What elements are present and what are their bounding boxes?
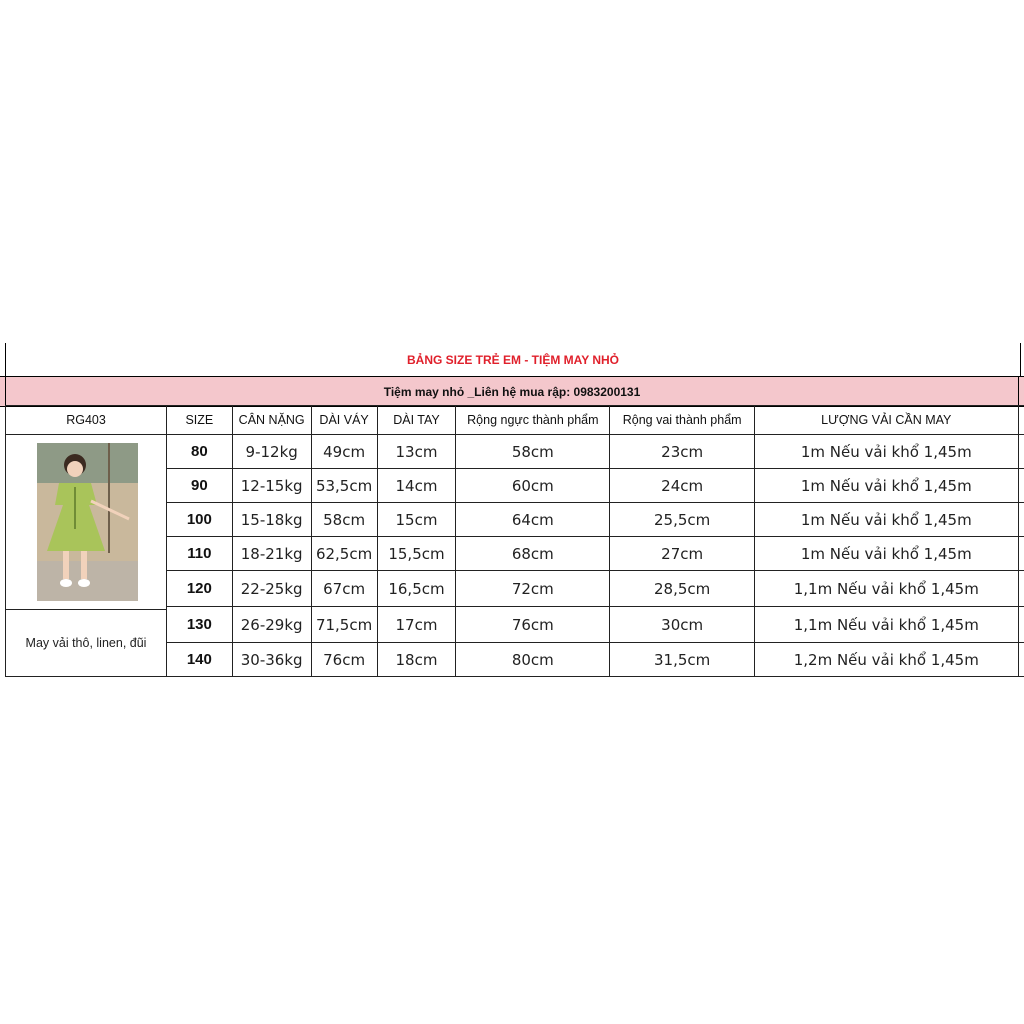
header-size: SIZE <box>167 406 233 435</box>
overflow-cell <box>1018 469 1024 503</box>
contact-banner <box>0 376 1024 407</box>
weight-cell: 30-36kg <box>232 643 311 677</box>
dress-length-cell: 53,5cm <box>311 469 377 503</box>
sleeve-length-cell: 17cm <box>377 607 456 643</box>
fabric-cell: 1m Nếu vải khổ 1,45m <box>755 435 1018 469</box>
size-cell: 100 <box>167 503 233 537</box>
sleeve-length-cell: 16,5cm <box>377 571 456 607</box>
chart-title: BẢNG SIZE TRẺ EM - TIỆM MAY NHỎ <box>406 353 619 367</box>
fabric-cell: 1,1m Nếu vải khổ 1,45m <box>755 571 1018 607</box>
header-dress-length: DÀI VÁY <box>311 406 377 435</box>
chart-title-row <box>5 343 1021 377</box>
header-fabric: LƯỢNG VẢI CẦN MAY <box>755 406 1018 435</box>
product-photo <box>37 443 138 601</box>
contact-text: Tiệm may nhỏ _Liên hệ mua rập: 0983200131 <box>383 384 641 399</box>
shoulder-cell: 27cm <box>610 537 755 571</box>
size-cell: 80 <box>167 435 233 469</box>
sleeve-length-cell: 14cm <box>377 469 456 503</box>
shoulder-cell: 24cm <box>610 469 755 503</box>
chest-cell: 64cm <box>456 503 610 537</box>
shoulder-cell: 25,5cm <box>610 503 755 537</box>
dress-length-cell: 62,5cm <box>311 537 377 571</box>
size-cell: 120 <box>167 571 233 607</box>
header-overflow-cell <box>1018 406 1024 435</box>
overflow-cell <box>1018 435 1024 469</box>
chest-cell: 68cm <box>456 537 610 571</box>
sleeve-length-cell: 15cm <box>377 503 456 537</box>
chest-cell: 60cm <box>456 469 610 503</box>
size-cell: 140 <box>167 643 233 677</box>
header-row <box>6 406 1024 435</box>
dress-length-cell: 58cm <box>311 503 377 537</box>
chest-cell: 58cm <box>456 435 610 469</box>
overflow-cell <box>1018 537 1024 571</box>
weight-cell: 12-15kg <box>232 469 311 503</box>
dress-length-cell: 49cm <box>311 435 377 469</box>
sleeve-length-cell: 15,5cm <box>377 537 456 571</box>
chest-cell: 72cm <box>456 571 610 607</box>
size-cell: 130 <box>167 607 233 643</box>
size-cell: 110 <box>167 537 233 571</box>
size-cell: 90 <box>167 469 233 503</box>
header-chest: Rộng ngực thành phẩm <box>456 406 610 435</box>
overflow-cell <box>1018 503 1024 537</box>
fabric-cell: 1,2m Nếu vải khổ 1,45m <box>755 643 1018 677</box>
header-shoulder: Rộng vai thành phẩm <box>610 406 755 435</box>
header-sleeve-length: DÀI TAY <box>377 406 456 435</box>
weight-cell: 9-12kg <box>232 435 311 469</box>
overflow-cell <box>1018 643 1024 677</box>
shoulder-cell: 23cm <box>610 435 755 469</box>
overflow-cell <box>1018 607 1024 643</box>
sleeve-length-cell: 18cm <box>377 643 456 677</box>
size-table <box>5 405 1024 677</box>
chest-cell: 76cm <box>456 607 610 643</box>
fabric-cell: 1m Nếu vải khổ 1,45m <box>755 503 1018 537</box>
overflow-cell <box>1018 571 1024 607</box>
weight-cell: 22-25kg <box>232 571 311 607</box>
chest-cell: 80cm <box>456 643 610 677</box>
shoulder-cell: 31,5cm <box>610 643 755 677</box>
shoulder-cell: 30cm <box>610 607 755 643</box>
weight-cell: 15-18kg <box>232 503 311 537</box>
dress-length-cell: 67cm <box>311 571 377 607</box>
shoulder-cell: 28,5cm <box>610 571 755 607</box>
weight-cell: 26-29kg <box>232 607 311 643</box>
dress-length-cell: 76cm <box>311 643 377 677</box>
dress-length-cell: 71,5cm <box>311 607 377 643</box>
weight-cell: 18-21kg <box>232 537 311 571</box>
fabric-cell: 1m Nếu vải khổ 1,45m <box>755 469 1018 503</box>
header-weight: CÂN NẶNG <box>232 406 311 435</box>
fabric-cell: 1m Nếu vải khổ 1,45m <box>755 537 1018 571</box>
table-row <box>6 435 1024 469</box>
sleeve-length-cell: 13cm <box>377 435 456 469</box>
material-note: May vải thô, linen, đũi <box>6 609 166 676</box>
product-photo-cell <box>6 435 167 677</box>
fabric-cell: 1,1m Nếu vải khổ 1,45m <box>755 607 1018 643</box>
header-product-code: RG403 <box>6 406 167 435</box>
